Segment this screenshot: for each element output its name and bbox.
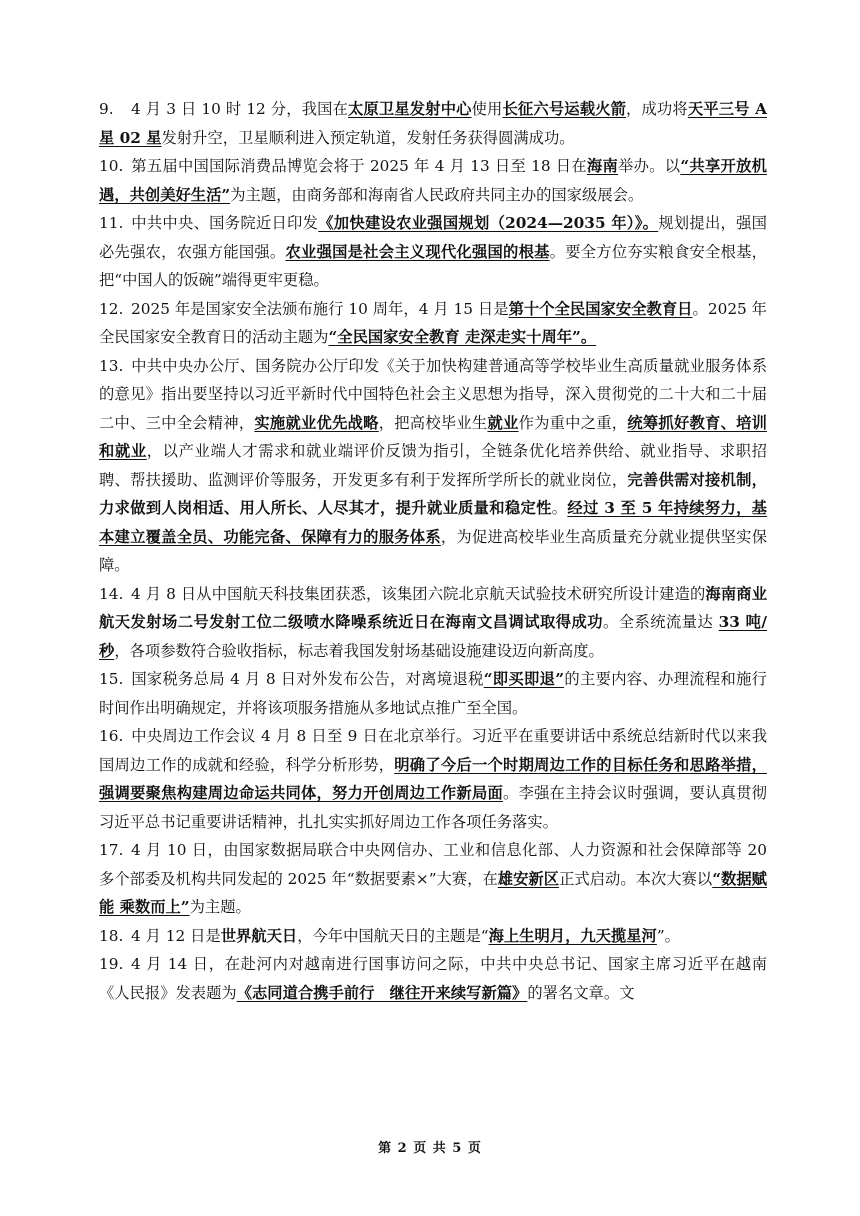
item-text: 中央周边工作会议 4 月 8 日至 9 日在北京举行。习近平在重要讲话中系统总结新时代以来我国周边工作的成就和经验，科学分析形势， [99, 727, 767, 774]
item-text: 4 月 8 日从中国航天科技集团获悉，该集团六院北京航天试验技术研究所设计建造的 [131, 584, 706, 603]
item-text: 。李强在主持会议时强调，要认真贯彻习近平总书记重要讲话精神，扎扎实实抓好周边工作各项任务落实。 [99, 784, 767, 831]
item-number: 18. [99, 926, 124, 945]
item-text: ，各项参数符合验收指标，标志着我国发射场基础设施建设迈向新高度。 [114, 641, 604, 660]
emphasized-text: “即买即退” [483, 670, 565, 688]
item-text: 规划提出，强国必先强农，农强方能国强。 [99, 214, 767, 261]
item-text: 中共中央办公厅、国务院办公厅印发《关于加快构建普通高等学校毕业生高质量就业服务体系的意见》指出要坚持以习近平新时代中国特色社会主义思想为指导，深入贯彻党的二十大和二十届二中、三中全会精神， [99, 356, 767, 432]
emphasized-text: 海南 [586, 157, 619, 175]
emphasized-text: “共享开放机遇，共创美好生活” [99, 157, 767, 204]
list-item [99, 95, 767, 152]
list-item [99, 352, 767, 580]
item-text: 第五届中国国际消费品博览会将于 2025 年 4 月 13 日至 18 日在 [131, 157, 587, 175]
list-item [99, 152, 767, 209]
list-item [99, 950, 767, 1007]
item-text: 。要全方位夯实粮食安全根基，把“中国人的饭碗”端得更牢更稳。 [99, 242, 767, 289]
emphasized-text: 完善供需对接机制，力求做到人岗相适、用人所长、人尽其才，提升就业质量和稳定性 [99, 470, 767, 517]
item-text: 2025 年是国家安全法颁布施行 10 周年，4 月 15 日是 [131, 299, 509, 318]
item-text: ”。 [656, 926, 680, 945]
emphasized-text: 《加快建设农业强国规划（2024—2035 年）》。 [318, 214, 659, 232]
emphasized-text: 世界航天日 [220, 926, 298, 945]
item-number: 15. [99, 670, 124, 688]
item-text: ，为促进高校毕业生高质量充分就业提供坚实保障。 [99, 527, 767, 574]
item-number: 14. [99, 584, 124, 603]
item-number: 17. [99, 841, 124, 859]
emphasized-text: 33 吨/秒 [99, 613, 767, 660]
page-footer: 第 2 页 共 5 页 [378, 1141, 482, 1156]
emphasized-text: 天平三号 A 星 02 星 [99, 100, 767, 147]
emphasized-text: 海南商业航天发射场二号发射工位二级喷水降噪系统近日在海南文昌调试取得成功 [99, 584, 767, 631]
list-item [99, 665, 767, 722]
list-item [99, 722, 767, 836]
item-number: 9. [99, 100, 114, 118]
item-text: 的主要内容、办理流程和施行时间作出明确规定，并将该项服务措施从多地试点推广至全国。 [99, 670, 767, 717]
item-text: 作为重中之重， [518, 413, 628, 432]
emphasized-text: 明确了今后一个时期周边工作的目标任务和思路举措，强调要聚焦构建周边命运共同体，努力开创周边工作新局面 [99, 755, 767, 802]
item-number: 13. [99, 356, 124, 375]
item-text: 中共中央、国务院近日印发 [131, 214, 319, 232]
item-text: 国家税务总局 4 月 8 日对外发布公告，对离境退税 [131, 670, 484, 688]
emphasized-text: “数据赋能 乘数而上” [99, 869, 767, 916]
document-body [99, 95, 767, 1007]
emphasized-text: 太原卫星发射中心 [348, 100, 472, 118]
list-item [99, 209, 767, 295]
item-text: ，把高校毕业生 [378, 413, 488, 432]
emphasized-text: 雄安新区 [497, 869, 560, 888]
emphasized-text: 第十个全民国家安全教育日 [508, 299, 693, 318]
item-text: 。 [551, 499, 568, 517]
emphasized-text: 长征六号运载火箭 [502, 100, 627, 118]
item-text: 。2025 年全民国家安全教育日的活动主题为 [99, 299, 767, 346]
list-item [99, 580, 767, 666]
emphasized-text: 经过 3 至 5 年持续努力，基本建立覆盖全员、功能完备、保障有力的服务体系 [99, 499, 767, 546]
emphasized-text: 《志同道合携手前行 继往开来续写新篇》 [236, 983, 528, 1002]
item-number: 10. [99, 157, 124, 175]
item-text: 4 月 3 日 10 时 12 分，我国在 [131, 100, 349, 118]
item-text: 为主题，由商务部和海南省人民政府共同主办的国家级展会。 [230, 185, 644, 204]
item-text: 的署名文章。文 [527, 983, 635, 1002]
emphasized-text: 统筹抓好教育、培训和就业 [99, 413, 767, 460]
list-item [99, 922, 767, 951]
item-text: 正式启动。本次大赛以 [559, 869, 713, 888]
emphasized-text: 就业 [487, 413, 519, 432]
item-number: 12. [99, 299, 124, 318]
item-number: 11. [99, 214, 124, 232]
emphasized-text: 农业强国是社会主义现代化强国的根基 [285, 242, 550, 261]
item-text: 。全系统流量达 [603, 613, 719, 631]
item-number: 16. [99, 727, 124, 745]
item-text: 发射升空，卫星顺利进入预定轨道，发射任务获得圆满成功。 [161, 128, 575, 147]
item-text: 为主题。 [189, 898, 251, 916]
item-text: ，今年中国航天日的主题是“ [297, 926, 489, 945]
item-text: ，以产业端人才需求和就业端评价反馈为指引，全链条优化培养供给、就业指导、求职招聘、帮扶援助、监测评价等服务，开发更多有利于发挥所学所长的就业岗位， [99, 442, 767, 489]
list-item [99, 295, 767, 352]
item-text: 4 月 14 日，在赴河内对越南进行国事访问之际，中共中央总书记、国家主席习近平在越南《人民报》发表题为 [99, 955, 767, 1002]
item-text: 4 月 12 日是 [131, 926, 221, 945]
emphasized-text: 实施就业优先战略 [254, 413, 379, 432]
item-text: 举办。以 [618, 157, 681, 175]
item-number: 19. [99, 955, 124, 973]
list-item [99, 836, 767, 922]
emphasized-text: 海上生明月，九天揽星河 [488, 926, 657, 945]
item-text: 4 月 10 日，由国家数据局联合中央网信办、工业和信息化部、人力资源和社会保障部等 20 多个部委及机构共同发起的 2025 年“数据要素×”大赛，在 [99, 841, 767, 888]
item-text: ，成功将 [626, 100, 688, 118]
emphasized-text: “全民国家安全教育 走深走实十周年”。 [328, 328, 597, 346]
item-text: 使用 [471, 100, 503, 118]
